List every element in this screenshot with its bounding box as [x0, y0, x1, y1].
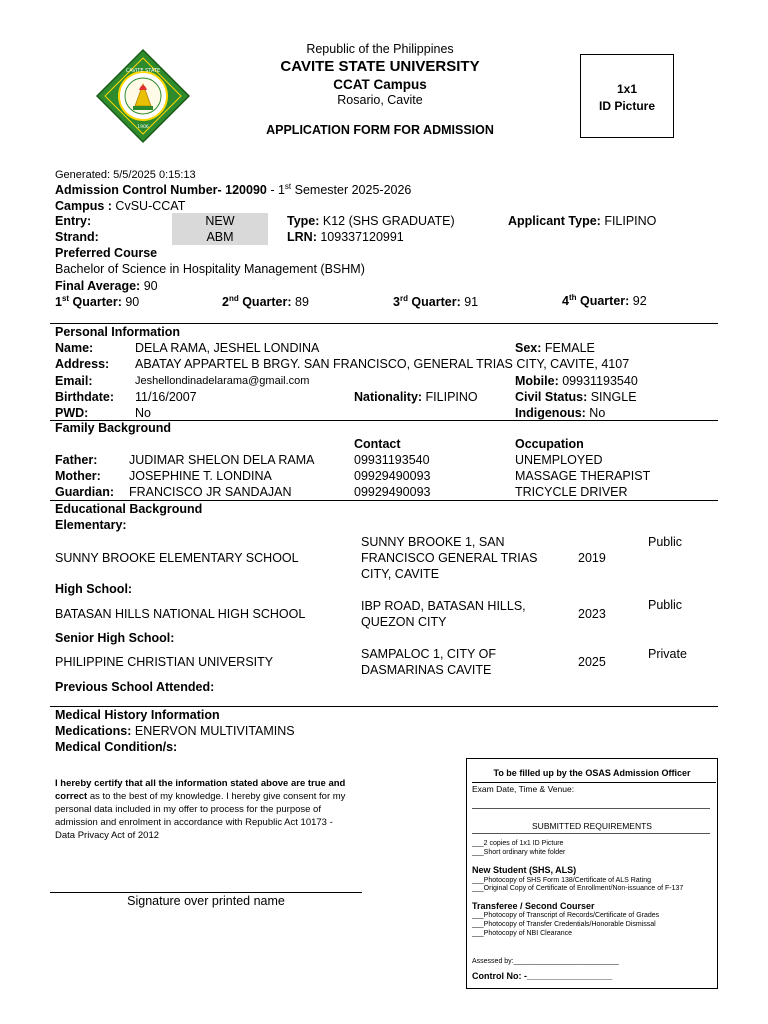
- req-shs-form: ___Photocopy of SHS Form 138/Certificate of ALS Rating: [472, 877, 651, 884]
- address-label: Address:: [55, 357, 110, 371]
- id-picture-label-1: 1x1: [616, 82, 638, 96]
- divider-personal: [50, 323, 718, 324]
- preferred-course-value: Bachelor of Science in Hospitality Management (BSHM): [55, 262, 365, 276]
- email-label: Email:: [55, 374, 93, 388]
- indigenous-line: Indigenous: No: [515, 406, 606, 420]
- semester-number: 1: [277, 183, 285, 197]
- req-folder: ___Short ordinary white folder: [472, 849, 566, 856]
- high-school-label: High School:: [55, 582, 133, 596]
- mother-name: JOSEPHINE T. LONDINA: [129, 469, 272, 483]
- submitted-requirements: SUBMITTED REQUIREMENTS: [532, 821, 652, 831]
- senior-high-name: PHILIPPINE CHRISTIAN UNIVERSITY: [55, 655, 274, 669]
- high-school-name: BATASAN HILLS NATIONAL HIGH SCHOOL: [55, 607, 306, 621]
- new-student-heading: New Student (SHS, ALS): [472, 865, 577, 875]
- type-value: K12 (SHS GRADUATE): [319, 214, 455, 228]
- applicant-type-line: [508, 214, 656, 228]
- exam-line: [472, 808, 710, 809]
- final-average-label: Final Average:: [55, 279, 141, 293]
- certification-statement: I hereby certify that all the information stated above are true and correct as to the best of my knowledge. I hereby give consent for my personal data included in my offer to process for the purpose of admission and enrolment in accordance with Republic Act 10173 - Data Privacy Act of 2012: [55, 778, 346, 841]
- entry-label: Entry:: [55, 214, 92, 228]
- elementary-type: Public: [648, 535, 683, 549]
- campus-line: [55, 199, 185, 213]
- lrn-value: 109337120991: [316, 230, 404, 244]
- previous-school-label: Previous School Attended:: [55, 680, 215, 694]
- contact-header: Contact: [354, 437, 401, 451]
- final-average-value: 90: [140, 279, 158, 293]
- signature-line: [50, 892, 362, 893]
- id-picture-label-2: ID Picture: [598, 99, 655, 113]
- final-average-line: [55, 279, 158, 293]
- preferred-course-label: Preferred Course: [55, 246, 158, 260]
- elementary-label: Elementary:: [55, 518, 127, 532]
- university-name: CAVITE STATE UNIVERSITY: [280, 58, 480, 75]
- control-number: Admission Control Number- 120090: [55, 183, 267, 197]
- elementary-school: SUNNY BROOKE ELEMENTARY SCHOOL: [55, 551, 299, 565]
- quarter-2: 2nd Quarter: 89: [222, 293, 309, 309]
- senior-high-label: Senior High School:: [55, 631, 175, 645]
- nationality-line: Nationality: FILIPINO: [354, 390, 478, 404]
- applicant-type-label: Applicant Type:: [508, 214, 601, 228]
- guardian-occupation: TRICYCLE DRIVER: [515, 485, 628, 499]
- pwd-value: No: [135, 406, 151, 420]
- svg-text:1906: 1906: [137, 125, 149, 130]
- medications-line: Medications: ENERVON MULTIVITAMINS: [55, 724, 295, 738]
- medical-condition-label: Medical Condition/s:: [55, 740, 178, 754]
- email-value: Jeshellondinadelarama@gmail.com: [135, 375, 310, 387]
- assessed-by: Assessed by:___________________________: [472, 958, 619, 965]
- education-heading: Educational Background: [55, 502, 203, 516]
- generated-timestamp: Generated: 5/5/2025 0:15:13: [55, 169, 196, 181]
- submitted-divider: [472, 833, 710, 834]
- senior-high-address: SAMPALOC 1, CITY OF DASMARINAS CAVITE: [361, 647, 496, 677]
- req-transcript: ___Photocopy of Transcript of Records/Certificate of Grades: [472, 912, 660, 919]
- mother-occupation: MASSAGE THERAPIST: [515, 469, 651, 483]
- semester-text: Semester 2025-2026: [291, 183, 412, 197]
- type-label: Type:: [287, 214, 320, 228]
- university-seal-logo: [95, 48, 191, 144]
- applicant-type-value: FILIPINO: [600, 214, 657, 228]
- mobile-line: Mobile: 09931193540: [515, 374, 638, 388]
- father-label: Father:: [55, 453, 98, 467]
- quarter-1: 1st Quarter: 90: [55, 293, 140, 309]
- osas-title: To be filled up by the OSAS Admission Officer: [493, 768, 691, 778]
- signature-label: Signature over printed name: [127, 894, 285, 908]
- medical-heading: Medical History Information: [55, 708, 220, 722]
- control-separator: -: [266, 183, 278, 197]
- pwd-label: PWD:: [55, 406, 89, 420]
- senior-high-type: Private: [648, 647, 687, 661]
- father-contact: 09931193540: [354, 453, 430, 467]
- svg-text:CAVITE STATE: CAVITE STATE: [125, 68, 161, 74]
- campus-value: CvSU-CCAT: [111, 199, 186, 213]
- occupation-header: Occupation: [515, 437, 584, 451]
- transferee-heading: Transferee / Second Courser: [472, 901, 595, 911]
- high-school-year: 2023: [578, 607, 606, 621]
- civil-status-line: Civil Status: SINGLE: [515, 390, 637, 404]
- senior-high-year: 2025: [578, 655, 606, 669]
- divider-education: [50, 500, 718, 501]
- semester-suffix: st: [284, 181, 292, 191]
- control-no: Control No: -_________________: [472, 971, 613, 981]
- guardian-name: FRANCISCO JR SANDAJAN: [129, 485, 292, 499]
- elementary-year: 2019: [578, 551, 606, 565]
- birthdate-value: 11/16/2007: [135, 390, 197, 404]
- mother-contact: 09929490093: [354, 469, 431, 483]
- high-school-address: IBP ROAD, BATASAN HILLS, QUEZON CITY: [361, 599, 526, 629]
- guardian-label: Guardian:: [55, 485, 115, 499]
- campus-location: Rosario, Cavite: [337, 93, 423, 107]
- elementary-address: SUNNY BROOKE 1, SAN FRANCISCO GENERAL TRIAS CITY, CAVITE: [361, 535, 538, 581]
- republic-heading: Republic of the Philippines: [306, 42, 454, 56]
- name-label: Name:: [55, 341, 94, 355]
- admission-control-line: [55, 183, 411, 197]
- campus-label: Campus :: [55, 199, 112, 213]
- strand-label: Strand:: [55, 230, 99, 244]
- high-school-type: Public: [648, 598, 683, 612]
- lrn-line: [287, 230, 404, 244]
- lrn-label: LRN:: [287, 230, 317, 244]
- req-id-picture: ___2 copies of 1x1 ID Picture: [472, 840, 564, 847]
- osas-title-divider: [472, 782, 716, 783]
- mother-label: Mother:: [55, 469, 101, 483]
- address-value: ABATAY APPARTEL B BRGY. SAN FRANCISCO, GENERAL TRIAS CITY, CAVITE, 4107: [135, 357, 630, 371]
- req-transfer-credentials: ___Photocopy of Transfer Credentials/Honorable Dismissal: [472, 921, 656, 928]
- quarter-3: 3rd Quarter: 91: [393, 293, 479, 309]
- campus-name: CCAT Campus: [333, 77, 427, 92]
- quarter-4: 4th Quarter: 92: [562, 292, 647, 308]
- entry-value: NEW: [172, 213, 268, 229]
- personal-heading: Personal Information: [55, 325, 181, 339]
- exam-label: Exam Date, Time & Venue:: [472, 784, 575, 794]
- father-occupation: UNEMPLOYED: [515, 453, 603, 467]
- father-name: JUDIMAR SHELON DELA RAMA: [129, 453, 315, 467]
- family-heading: Family Background: [55, 421, 171, 435]
- type-line: [287, 214, 455, 228]
- guardian-contact: 09929490093: [354, 485, 431, 499]
- birthdate-label: Birthdate:: [55, 390, 115, 404]
- id-picture-box: [580, 54, 674, 138]
- req-enrollment-cert: ___Original Copy of Certificate of Enrollment/Non-issuance of F-137: [472, 885, 684, 892]
- name-value: DELA RAMA, JESHEL LONDINA: [135, 341, 320, 355]
- strand-value: ABM: [172, 229, 268, 245]
- req-nbi: ___Photocopy of NBI Clearance: [472, 930, 573, 937]
- sex-line: Sex: FEMALE: [515, 341, 595, 355]
- divider-medical: [50, 706, 718, 707]
- form-title: APPLICATION FORM FOR ADMISSION: [266, 123, 494, 137]
